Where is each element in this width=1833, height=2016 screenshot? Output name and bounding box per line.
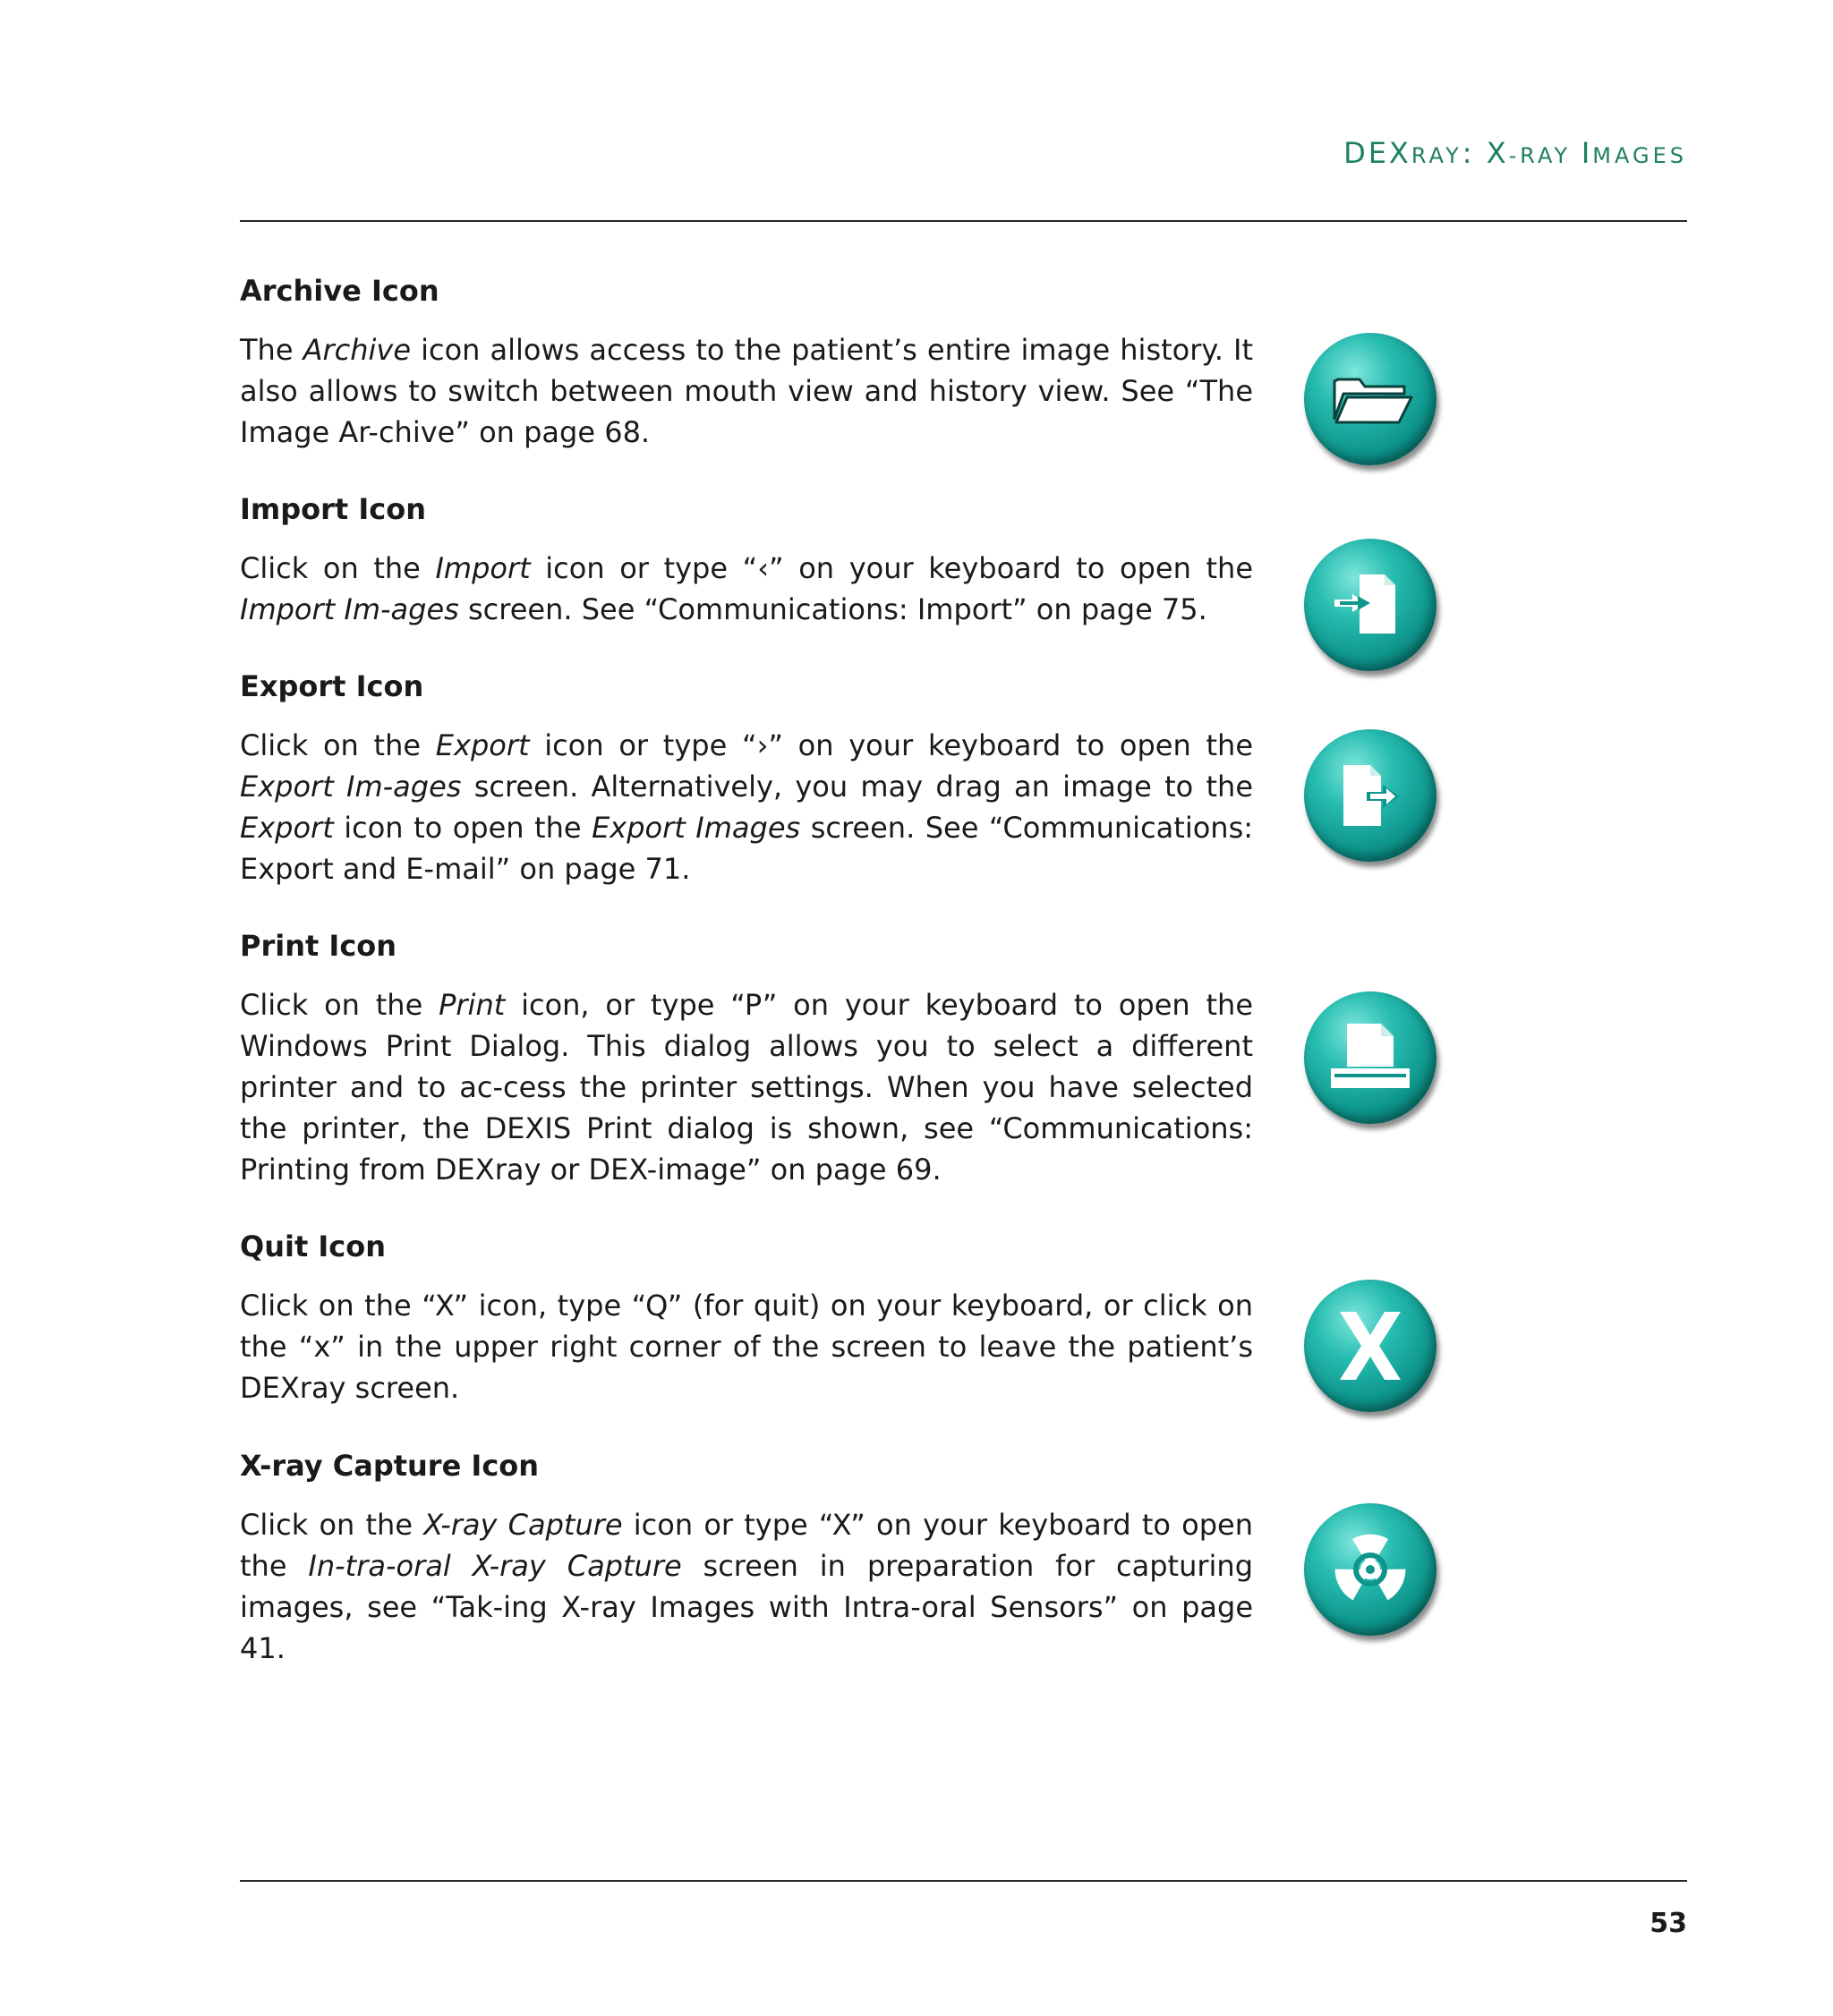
section-heading: Quit Icon bbox=[240, 1229, 387, 1263]
body-text: Click on the bbox=[240, 551, 436, 585]
body-text: Click on the bbox=[240, 728, 436, 762]
section-body bbox=[240, 548, 1253, 630]
body-text: icon or type “‹” on your keyboard to open the bbox=[530, 551, 1253, 585]
section-heading: X-ray Capture Icon bbox=[240, 1449, 540, 1483]
section-body bbox=[240, 1504, 1253, 1669]
section-body bbox=[240, 984, 1253, 1190]
body-text: icon to open the bbox=[333, 811, 593, 845]
section-heading: Import Icon bbox=[240, 492, 426, 526]
body-text: screen. Alternatively, you may drag an image to the bbox=[461, 770, 1254, 804]
section-body bbox=[240, 725, 1253, 889]
section-body bbox=[240, 1285, 1253, 1408]
printer-icon bbox=[1304, 991, 1437, 1124]
body-text: Click on the “X” icon, type “Q” (for quit) on your keyboard, or click on the “x” in the upper right corner of the screen to leave the patient’s DEXray screen. bbox=[240, 1289, 1253, 1405]
body-text: Click on the bbox=[240, 988, 439, 1022]
body-text: screen. See “Communications: Import” on page 75. bbox=[458, 592, 1207, 626]
quit-x-icon bbox=[1304, 1280, 1437, 1412]
section-heading: Archive Icon bbox=[240, 274, 439, 308]
export-file-icon bbox=[1304, 729, 1437, 862]
radiation-icon bbox=[1304, 1503, 1437, 1636]
emphasized-text: X-ray Capture bbox=[423, 1508, 623, 1542]
running-head-part: : bbox=[1462, 136, 1487, 170]
section-print bbox=[240, 925, 1253, 1190]
emphasized-text: Archive bbox=[303, 333, 412, 367]
body-text: Click on the bbox=[240, 1508, 424, 1542]
emphasized-text: Export bbox=[435, 728, 530, 762]
body-text: icon allows access to the patient’s entire image history. It also allows to switch between mouth view and history view. See “The Image Ar-chive” on page 68. bbox=[240, 333, 1254, 449]
body-text: screen. See “Communications: Export and E-mail” on page 71. bbox=[240, 811, 1254, 886]
page-number: 53 bbox=[1650, 1908, 1687, 1939]
emphasized-text: Print bbox=[439, 988, 506, 1022]
running-head-part: I bbox=[1581, 136, 1593, 170]
running-head-part: -RAY bbox=[1508, 143, 1581, 168]
body-text: icon or type “›” on your keyboard to open the bbox=[529, 728, 1254, 762]
section-archive bbox=[240, 270, 1253, 453]
header-divider bbox=[240, 220, 1687, 222]
emphasized-text: Import Im-ages bbox=[240, 592, 459, 626]
emphasized-text: Export Im-ages bbox=[240, 770, 462, 804]
section-heading: Export Icon bbox=[240, 669, 424, 703]
body-text: icon or type “X” on your keyboard to open the bbox=[240, 1508, 1254, 1583]
section-xray-capture bbox=[240, 1445, 1253, 1669]
body-text: screen in preparation for capturing images, see “Tak-ing X-ray Images with Intra-oral Sensors” on page 41. bbox=[240, 1549, 1254, 1665]
folder-open-icon bbox=[1304, 333, 1437, 465]
section-heading: Print Icon bbox=[240, 929, 397, 963]
body-text: icon, or type “P” on your keyboard to open the Windows Print Dialog. This dialog allows you to select a different printer and to ac-cess the printer settings. When you have selected the printer, the DEXIS Print dialog is shown, see “Communications: Printing from DEXray or DEX-image” on page 69. bbox=[240, 988, 1254, 1187]
running-head-part: X bbox=[1486, 136, 1509, 170]
import-file-icon bbox=[1304, 539, 1437, 671]
running-head bbox=[1343, 136, 1687, 170]
running-head-part: DEX bbox=[1343, 136, 1411, 170]
running-head-part: RAY bbox=[1411, 143, 1462, 168]
section-body bbox=[240, 329, 1253, 453]
section-export bbox=[240, 666, 1253, 889]
emphasized-text: Export Images bbox=[592, 811, 801, 845]
section-import bbox=[240, 489, 1253, 630]
emphasized-text: Export bbox=[240, 811, 334, 845]
section-quit bbox=[240, 1226, 1253, 1408]
emphasized-text: Import bbox=[435, 551, 531, 585]
emphasized-text: In-tra-oral X-ray Capture bbox=[308, 1549, 682, 1583]
running-head-part: MAGES bbox=[1592, 143, 1687, 168]
body-text: The bbox=[240, 333, 303, 367]
footer-divider bbox=[240, 1880, 1687, 1882]
